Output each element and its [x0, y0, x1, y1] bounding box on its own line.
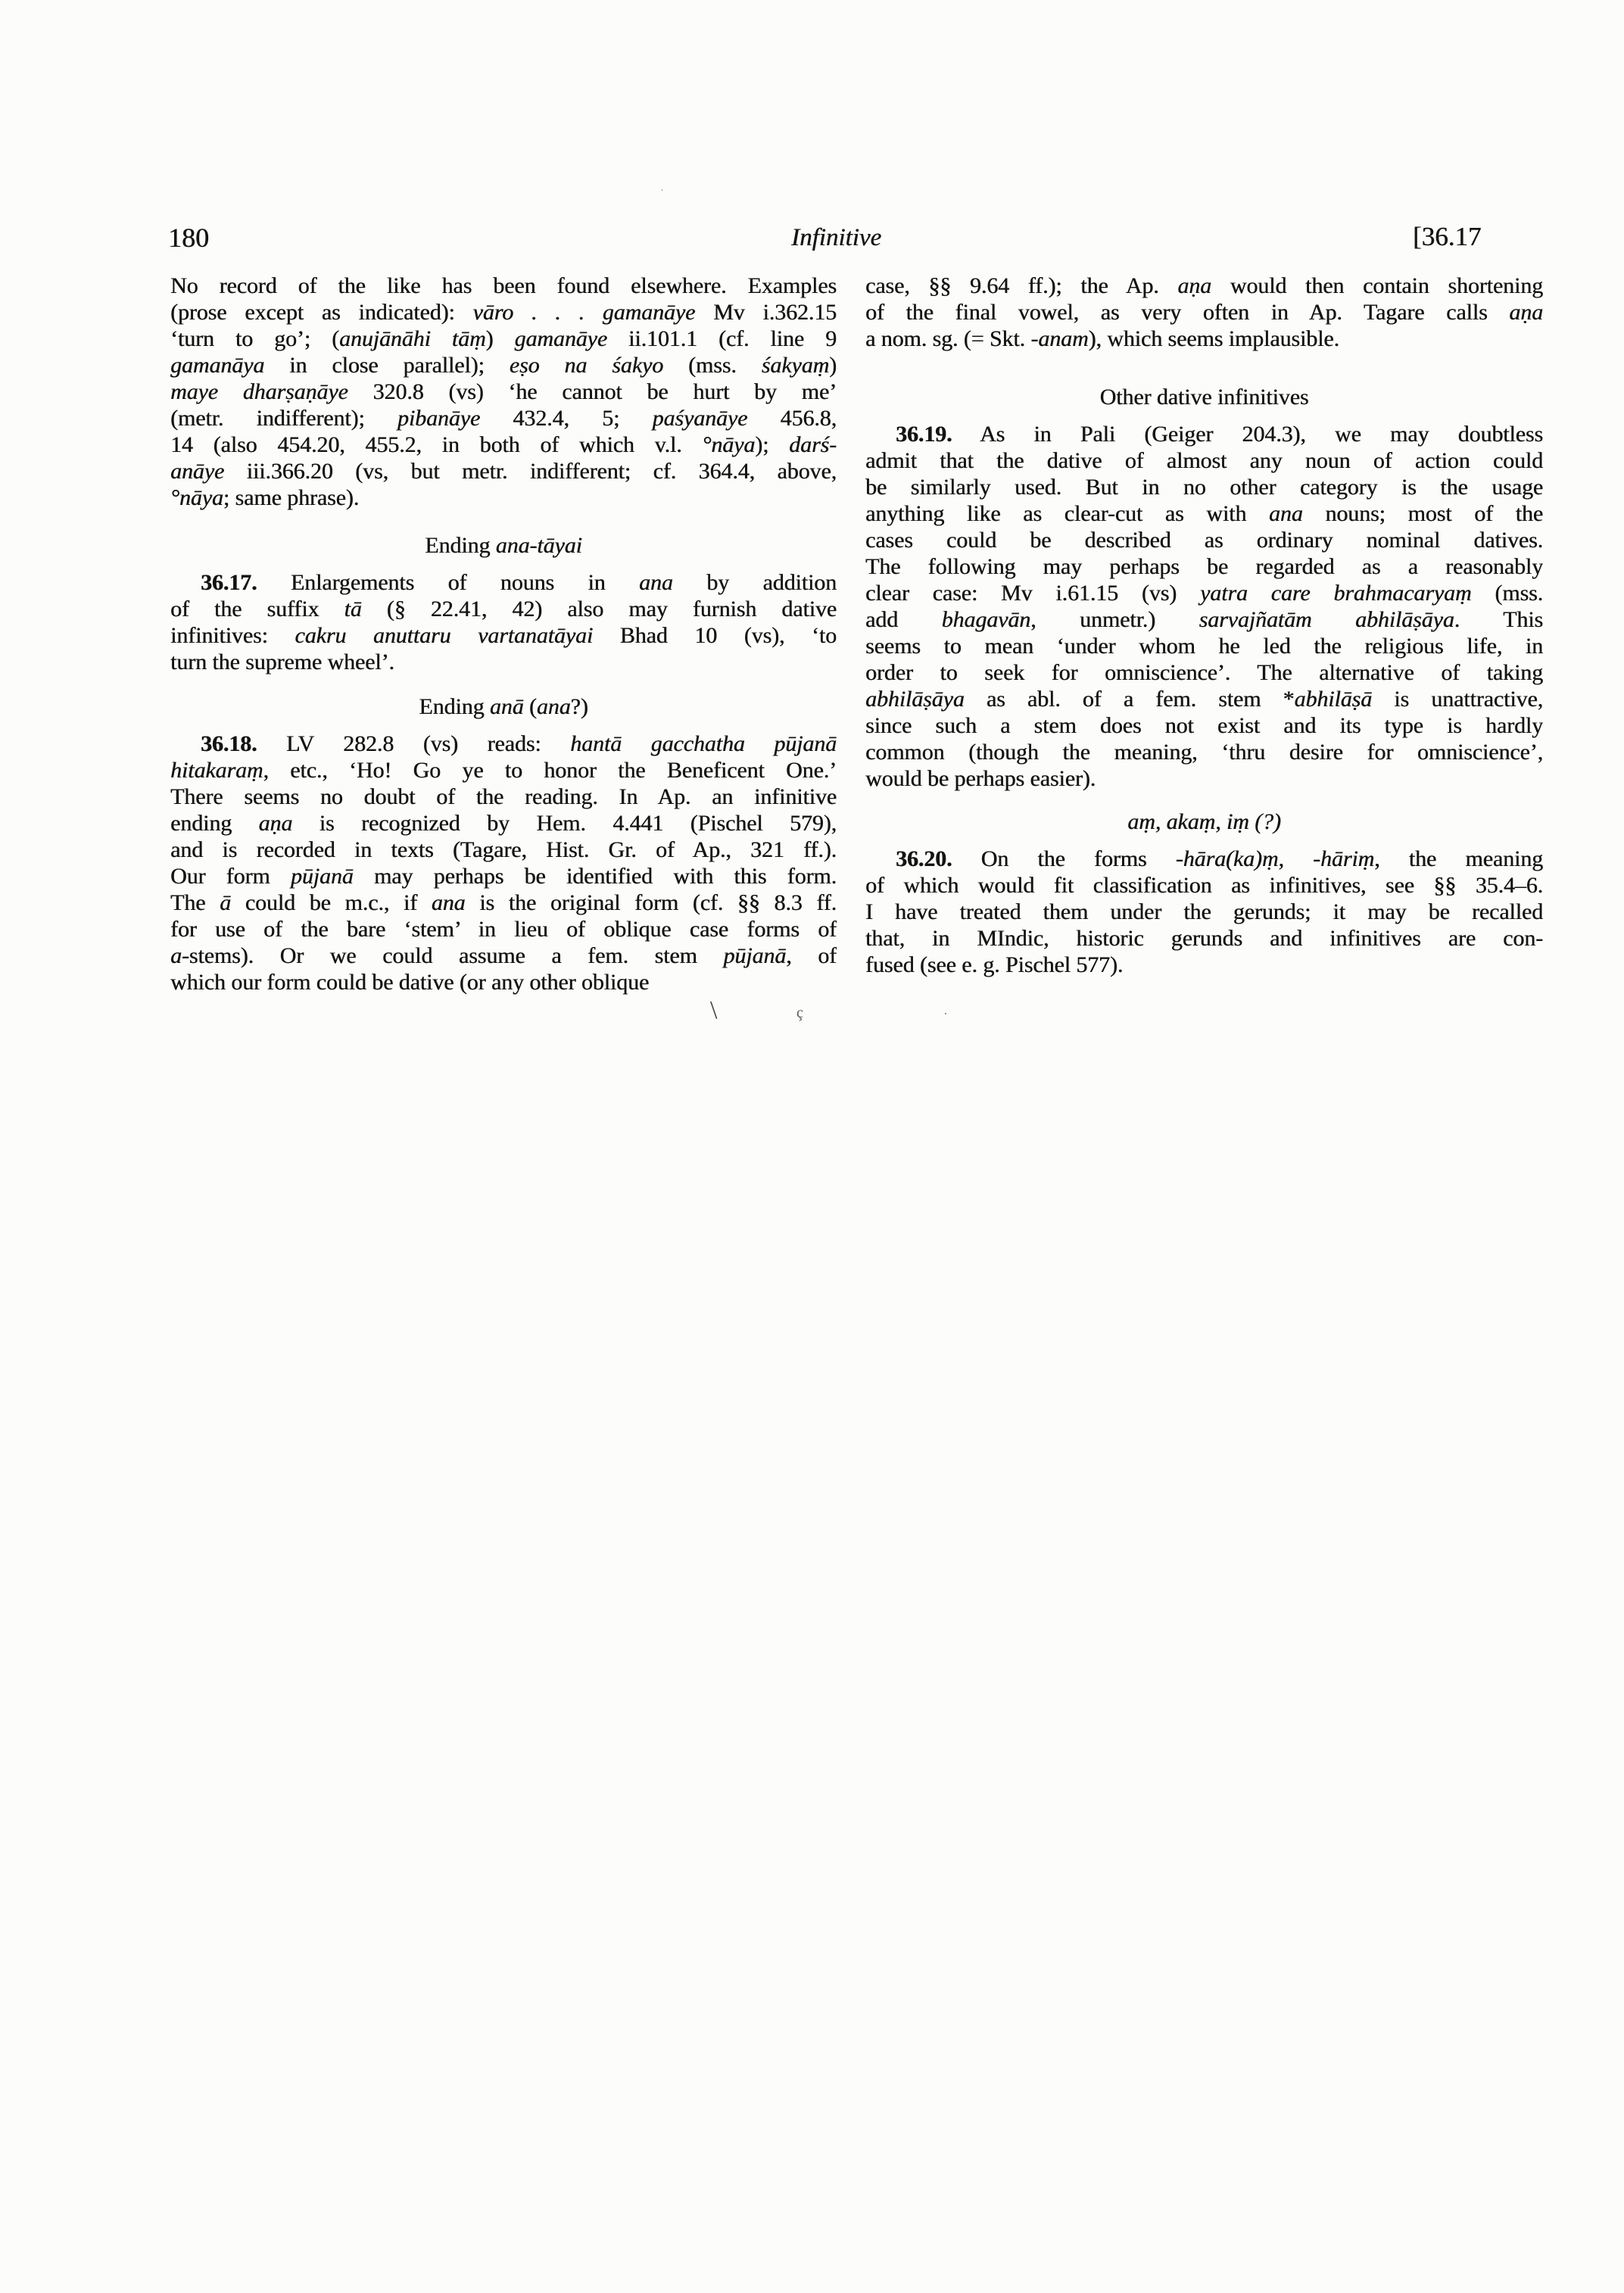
text-run: 432.4, 5; — [480, 406, 653, 431]
text-run: ; same phrase). — [223, 485, 360, 510]
text-run: (mss. — [663, 353, 762, 378]
text-line — [170, 532, 837, 559]
text-run: -anam — [1030, 326, 1089, 351]
text-run: since such a stem does not exist and its type is hardly — [865, 713, 1543, 738]
text-line — [865, 527, 1543, 553]
text-run: maye dharṣaṇāye — [170, 379, 348, 404]
text-run: ā — [220, 890, 231, 915]
text-line — [170, 649, 837, 675]
text-run: darś- — [789, 432, 837, 457]
text-run: ending — [170, 811, 259, 836]
text-run: gamanāye — [514, 326, 607, 351]
text-run: 456.8, — [747, 406, 837, 431]
text-run: ana — [431, 890, 466, 915]
text-run: of the suffix — [170, 597, 344, 622]
text-run: vāro . . . gamanāye — [472, 300, 696, 325]
text-run: 36.17. — [201, 570, 257, 595]
text-run: ); — [755, 432, 790, 457]
text-run: a nom. sg. (= Skt. — [865, 326, 1031, 351]
text-run: cases could be described as ordinary nominal datives. — [865, 528, 1543, 553]
text-line — [865, 765, 1543, 792]
text-run: . This — [1454, 607, 1543, 632]
text-line — [170, 299, 837, 326]
text-line — [865, 447, 1543, 474]
text-run: ii.101.1 (cf. line 9 — [606, 326, 837, 351]
text-line — [865, 686, 1543, 712]
text-run: order to seek for omniscience’. The alternative of taking — [865, 660, 1543, 685]
text-line — [865, 500, 1543, 527]
scan-speck: \ — [710, 996, 718, 1024]
text-run: ana — [536, 694, 571, 719]
text-line — [865, 952, 1543, 978]
text-line — [170, 731, 837, 757]
text-run: -stems). Or we could assume a fem. stem — [181, 943, 724, 968]
text-run: yatra care brahmacaryaṃ — [1199, 581, 1472, 606]
text-line — [170, 810, 837, 837]
text-run: aṇa — [1509, 300, 1543, 325]
section-heading — [865, 808, 1543, 835]
text-line — [865, 421, 1543, 447]
text-run: ( — [523, 694, 537, 719]
text-line — [865, 739, 1543, 765]
text-run: ?) — [570, 694, 588, 719]
text-run: LV 282.8 (vs) reads: — [257, 731, 571, 756]
text-run: °nāya — [170, 485, 223, 510]
text-run: would be perhaps easier). — [865, 766, 1096, 791]
text-run: bhagavān — [941, 607, 1031, 632]
text-line — [865, 872, 1543, 899]
text-line — [170, 916, 837, 942]
text-run: anything like as clear-cut as with — [865, 501, 1269, 526]
text-line — [170, 569, 837, 596]
text-run: Ending — [419, 694, 490, 719]
text-run: common (though the meaning, ‘thru desire for omniscience’, — [865, 740, 1543, 765]
text-line — [170, 326, 837, 352]
text-run: Mv i.362.15 — [695, 300, 837, 325]
text-line — [170, 837, 837, 863]
text-line — [865, 326, 1543, 352]
text-line — [170, 784, 837, 810]
paragraph — [865, 846, 1543, 978]
text-run: anā — [489, 694, 524, 719]
text-run: add — [865, 607, 942, 632]
text-run: Bhad 10 (vs), ‘to — [593, 623, 837, 648]
text-run: gamanāya — [170, 353, 265, 378]
page-number: 180 — [168, 223, 209, 253]
scan-speck: · — [943, 1006, 948, 1021]
scan-speck: ç — [796, 1005, 803, 1021]
text-run: which our form could be dative (or any other oblique — [170, 970, 650, 995]
text-run: 36.19. — [896, 422, 952, 447]
text-run: The following may perhaps be regarded as a reasonably — [865, 554, 1543, 579]
text-run: I have treated them under the gerunds; it may be recalled — [865, 899, 1543, 924]
text-line — [170, 352, 837, 379]
text-run: pūjanā — [723, 943, 787, 968]
paragraph — [170, 273, 837, 511]
scan-speck: · — [660, 185, 664, 197]
text-run: by addition — [672, 570, 837, 595]
text-line — [170, 942, 837, 969]
text-run: ana — [1268, 501, 1303, 526]
text-run: pibanāye — [397, 406, 481, 431]
text-run: could be m.c., if — [231, 890, 432, 915]
section-heading — [170, 532, 837, 559]
text-run: paśyanāye — [652, 406, 748, 431]
text-run: iii.366.20 (vs, but metr. indifferent; cf. 364.4, above, — [224, 459, 837, 484]
text-run: The — [170, 890, 220, 915]
text-run: a — [170, 943, 182, 968]
text-line — [865, 580, 1543, 606]
text-run: (prose except as indicated): — [170, 300, 473, 325]
text-run: Other dative infinitives — [1099, 385, 1309, 410]
text-run: (metr. indifferent); — [170, 406, 397, 431]
text-run: ) — [829, 353, 837, 378]
text-run: for use of the bare ‘stem’ in lieu of oblique case forms of — [170, 917, 837, 942]
text-line — [170, 379, 837, 405]
text-run: , of — [786, 943, 837, 968]
text-run: 36.18. — [201, 731, 257, 756]
text-line — [170, 693, 837, 720]
text-line — [865, 899, 1543, 925]
text-run: fused (see e. g. Pischel 577). — [865, 952, 1124, 977]
text-run: As in Pali (Geiger 204.3), we may doubtless — [952, 422, 1543, 447]
running-title: Infinitive — [791, 224, 882, 251]
text-run: aṇa — [1177, 273, 1212, 298]
text-run: ) — [485, 326, 515, 351]
text-line — [170, 273, 837, 299]
section-heading — [170, 693, 837, 720]
text-line — [170, 484, 837, 511]
text-line — [170, 431, 837, 458]
text-run: aṃ, akaṃ, iṃ (?) — [1127, 809, 1281, 834]
text-line — [865, 273, 1543, 299]
text-run: be similarly used. But in no other category is the usage — [865, 475, 1543, 500]
text-run: 36.20. — [896, 846, 952, 871]
left-column — [170, 273, 837, 995]
text-run: aṇa — [258, 811, 293, 836]
text-run: as abl. of a fem. stem * — [964, 687, 1295, 712]
text-run: of which would fit classification as infinitives, see §§ 35.4–6. — [865, 873, 1543, 898]
paragraph — [865, 273, 1543, 352]
paragraph — [865, 421, 1543, 792]
text-run: of the final vowel, as very often in Ap. Tagare calls — [865, 300, 1510, 325]
text-run: sarvajñatām abhilāṣāya — [1199, 607, 1454, 632]
text-run: -hāra(ka)ṃ, -hāriṃ — [1175, 846, 1375, 871]
text-run: 320.8 (vs) ‘he cannot be hurt by me’ — [348, 379, 837, 404]
text-line — [170, 596, 837, 622]
text-run: may perhaps be identified with this form. — [353, 864, 837, 889]
text-run: is the original form (cf. §§ 8.3 ff. — [465, 890, 837, 915]
text-line — [865, 808, 1543, 835]
text-run: that, in MIndic, historic gerunds and infinitives are con- — [865, 926, 1543, 951]
text-run: clear case: Mv i.61.15 (vs) — [865, 581, 1200, 606]
text-line — [865, 553, 1543, 580]
text-run: is unattractive, — [1372, 687, 1543, 712]
text-line — [865, 384, 1543, 410]
paragraph — [170, 731, 837, 995]
text-run: anāye — [170, 459, 225, 484]
text-run: nouns; most of the — [1302, 501, 1543, 526]
text-run: eṣo na śakyo — [509, 353, 664, 378]
text-line — [170, 458, 837, 484]
text-line — [170, 405, 837, 431]
text-run: , unmetr.) — [1030, 607, 1199, 632]
text-run: (§ 22.41, 42) also may furnish dative — [361, 597, 837, 622]
text-run: , etc., ‘Ho! Go ye to honor the Beneficent One.’ — [263, 758, 837, 783]
text-run: tā — [344, 597, 362, 622]
paragraph — [170, 569, 837, 675]
text-line — [865, 633, 1543, 659]
text-run: in close parallel); — [264, 353, 510, 378]
text-run: (mss. — [1471, 581, 1543, 606]
right-column — [865, 273, 1543, 978]
text-run: On the forms — [952, 846, 1176, 871]
text-run: Our form — [170, 864, 291, 889]
text-run: hitakaraṃ — [170, 758, 263, 783]
text-line — [170, 757, 837, 784]
text-run: admit that the dative of almost any noun of action could — [865, 448, 1543, 473]
text-line — [170, 863, 837, 889]
text-line — [865, 474, 1543, 500]
text-line — [865, 846, 1543, 872]
text-run: There seems no doubt of the reading. In Ap. an infinitive — [170, 784, 837, 809]
text-line — [170, 889, 837, 916]
text-run: pūjanā — [290, 864, 354, 889]
text-run: turn the supreme wheel’. — [170, 650, 394, 675]
text-run: śakyaṃ — [761, 353, 830, 378]
text-run: case, §§ 9.64 ff.); the Ap. — [865, 273, 1178, 298]
text-run: hantā gacchatha pūjanā — [570, 731, 837, 756]
text-line — [170, 622, 837, 649]
text-run: 14 (also 454.20, 455.2, in both of which v.l. — [170, 432, 703, 457]
text-run: ), which seems implausible. — [1088, 326, 1339, 351]
text-run: infinitives: — [170, 623, 295, 648]
text-run: °nāya — [702, 432, 756, 457]
section-reference: [36.17 — [1413, 222, 1482, 251]
text-run: ana — [639, 570, 673, 595]
text-run: ‘turn to go’; ( — [170, 326, 339, 351]
text-run: seems to mean ‘under whom he led the religious life, in — [865, 634, 1543, 659]
text-run: No record of the like has been found elsewhere. Examples — [170, 273, 837, 298]
text-run: Enlargements of nouns in — [257, 570, 640, 595]
text-run: anujānāhi tāṃ — [338, 326, 486, 351]
text-line — [865, 925, 1543, 952]
text-line — [865, 299, 1543, 326]
text-run: abhilāṣāya — [865, 687, 965, 712]
text-run: is recognized by Hem. 4.441 (Pischel 579), — [292, 811, 837, 836]
text-run: Ending — [425, 533, 496, 558]
text-line — [170, 969, 837, 995]
section-heading — [865, 384, 1543, 410]
text-line — [865, 712, 1543, 739]
text-run: and is recorded in texts (Tagare, Hist. Gr. of Ap., 321 ff.). — [170, 837, 837, 862]
text-line — [865, 606, 1543, 633]
text-run: abhilāṣā — [1294, 687, 1373, 712]
text-run: , the meaning — [1374, 846, 1543, 871]
text-run: would then contain shortening — [1211, 273, 1543, 298]
text-run: cakru anuttaru vartanatāyai — [295, 623, 594, 648]
text-run: ana-tāyai — [495, 533, 582, 558]
text-line — [865, 659, 1543, 686]
